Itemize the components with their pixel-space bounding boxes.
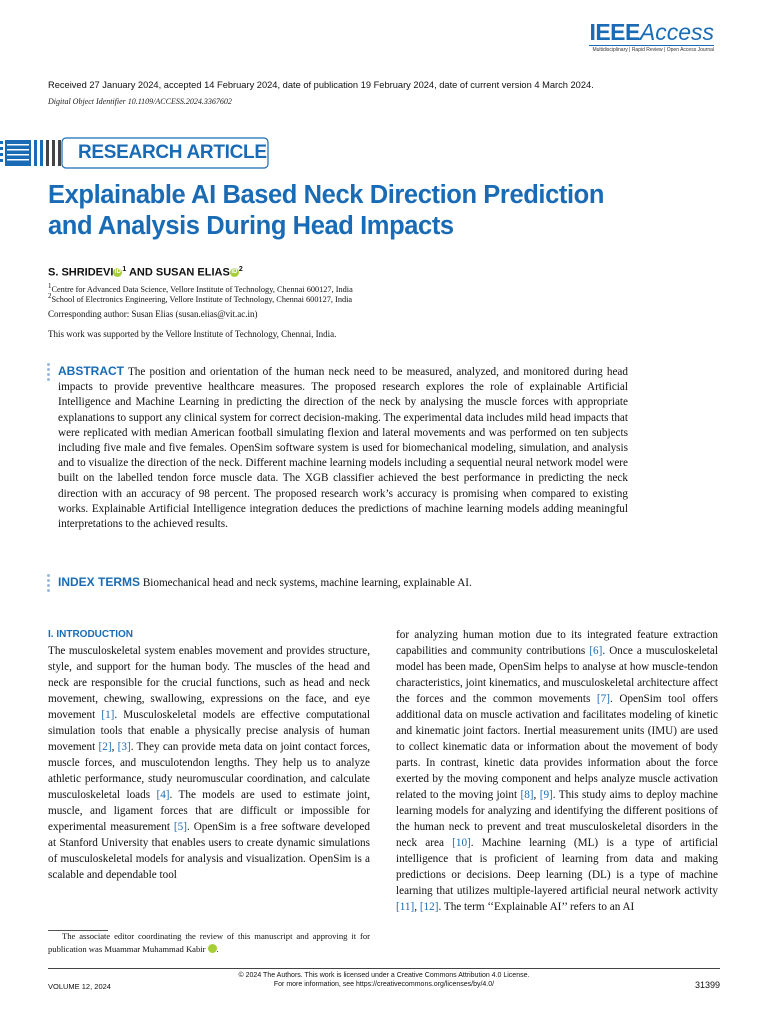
abstract — [58, 364, 628, 532]
citation-link[interactable]: [12] — [419, 901, 439, 913]
body-text: , — [414, 901, 420, 913]
right-column-text — [396, 627, 718, 915]
journal-tagline: Multidisciplinary | Rapid Review | Open Access Journal — [589, 45, 714, 53]
abstract-dots-icon — [47, 363, 51, 383]
body-text: , — [111, 741, 118, 753]
orcid-icon[interactable]: iD — [114, 268, 121, 275]
author-2: AND SUSAN ELIAS — [128, 266, 230, 279]
orcid-icon[interactable]: iD — [231, 268, 238, 275]
citation-link[interactable]: [7] — [596, 693, 610, 705]
author-1: S. SHRIDEVI — [48, 266, 114, 279]
footer-rule — [48, 968, 720, 969]
doi: Digital Object Identifier 10.1109/ACCESS.2024.3367602 — [48, 97, 232, 106]
citation-link[interactable]: [11] — [396, 901, 415, 913]
corresponding-author: Corresponding author: Susan Elias (susan.elias@vit.ac.in) — [48, 309, 258, 319]
citation-link[interactable]: [2] — [98, 741, 112, 753]
body-text: The musculoskeletal system enables movement and provides structure, style, and support for the human body. The muscles of the head and neck are responsible for the crucial functions, such as head and neck movement, chewing, swallowing, expressions on the face, and eye movement — [48, 645, 370, 721]
page-number: 31399 — [694, 980, 720, 990]
license-notice — [0, 971, 768, 989]
volume-info: VOLUME 12, 2024 — [48, 982, 111, 991]
footnote-text: The associate editor coordinating the review of this manuscript and approving it for publication was Muammar Muhammad Kabir — [48, 931, 370, 954]
license-line-2[interactable]: For more information, see https://creativecommons.org/licenses/by/4.0/ — [273, 981, 495, 988]
abstract-heading: ABSTRACT — [58, 364, 124, 378]
body-text: . OpenSim is a free software developed at Stanford University that enables users to create dynamic simulations of musculoskeletal models for analysis and visualization. OpenSim is a scalable and dependable tool — [48, 821, 370, 881]
affiliation-2 — [48, 293, 352, 304]
paper-title — [48, 180, 688, 242]
affiliation-number: 2 — [48, 293, 52, 300]
index-terms-dots-icon — [47, 574, 51, 594]
citation-link[interactable]: [5] — [173, 821, 187, 833]
affiliation-text: Centre for Advanced Data Science, Vellore Institute of Technology, Chennai 600127, India — [51, 284, 353, 294]
funding-statement: This work was supported by the Vellore Institute of Technology, Chennai, India. — [48, 329, 337, 339]
license-line-1: © 2024 The Authors. This work is licensed under a Creative Commons Attribution 4.0 License. — [238, 972, 530, 979]
journal-name-italic: Access — [639, 19, 714, 45]
body-text: . The term ‘‘Explainable AI’’ refers to an AI — [438, 901, 635, 913]
citation-link[interactable]: [10] — [452, 837, 471, 849]
received-dates: Received 27 January 2024, accepted 14 February 2024, date of publication 19 February 2024, date of current version 4 March 2024. — [48, 80, 594, 90]
footnote — [48, 930, 370, 955]
affiliation-number: 1 — [48, 283, 52, 290]
journal-name-bold: IEEE — [589, 19, 640, 45]
author-1-affil: 1 — [122, 266, 127, 273]
orcid-icon[interactable]: iD — [208, 944, 217, 953]
journal-logo — [589, 20, 714, 53]
body-text: . They can provide meta data on joint contact forces, muscle forces, and musculotendon lengths. They help us to analyze athletic performance, study neuromuscular coordination, and calculate musculoskeletal loads — [48, 741, 370, 801]
abstract-text: The position and orientation of the human neck need to be measured, analyzed, and monitored during head impacts to provide preventive healthcare measures. The proposed research explores the role of explainable Artificial Intelligence and Machine Learning in predicting the direction of the neck by analysing the muscle forces with appropriate explanations to support any clinical system for correct decision-making. The experimental data includes mild head impacts that were replicated with median American football simulating flexion and lateral movements and was performed on ten subjects including five male and five females. OpenSim software system is used for biomechanical modeling, simulation, and analysis and to visualize the direction of the neck. Different machine learning models including a sequential neural network model were built on the labelled tendon force muscle data. The XGB classifier achieved the best performance in predicting the neck direction with an accuracy of 98 percent. The proposed research work’s accuracy is promising when compared to existing works. Explainable Artificial Intelligence integration deduces the predictions of machine learning models adding meaningful interpretations to the achieved results. — [58, 366, 628, 531]
citation-link[interactable]: [4] — [156, 789, 170, 801]
article-type: RESEARCH ARTICLE — [78, 142, 267, 163]
index-terms-heading: INDEX TERMS — [58, 575, 141, 589]
affiliation-text: School of Electronics Engineering, Vellore Institute of Technology, Chennai 600127, India — [51, 294, 353, 304]
title-line-1: Explainable AI Based Neck Direction Prediction — [48, 181, 604, 209]
citation-link[interactable]: [9] — [539, 789, 553, 801]
body-text: . Once a musculoskeletal model has been made, OpenSim helps to analyse at how muscle-tendon characteristics, joint kinematics, and musculoskeletal architecture affect the forces and the common movements — [396, 645, 718, 705]
section-heading: I. INTRODUCTION — [48, 629, 133, 640]
index-terms-text: Biomechanical head and neck systems, machine learning, explainable AI. — [142, 577, 472, 589]
index-terms — [58, 575, 658, 591]
citation-link[interactable]: [8] — [520, 789, 534, 801]
left-column-text — [48, 643, 370, 883]
footnote-end: . — [216, 943, 219, 954]
body-text: , — [533, 789, 540, 801]
body-text: . This study aims to deploy machine learning models for analyzing and identifying the different positions of the human neck to prevent and treat musculoskeletal disorders in the neck area — [396, 789, 719, 849]
body-text: . The models are used to estimate joint, muscle, and ligament forces that are difficult or impossible for experimental measurement — [48, 789, 370, 833]
body-text: . Machine learning (ML) is a type of artificial intelligence that is proficient of learning from data and making predictions or decisions. Deep learning (DL) is a type of machine learning that utilizes multiple-layered artificial neural network activity — [396, 837, 718, 897]
title-line-2: and Analysis During Head Impacts — [48, 212, 454, 240]
body-text: . OpenSim tool offers additional data on muscle activation and facilitates modeling of kinetic and kinematic joint factors. Inertial measurement units (IMU) are used to collect kinematic data or information about the movement of body parts. In contrast, kinetic data provides information about the force exerted by the moving component and helps analyze muscle activation related to the moving joint — [396, 693, 719, 801]
author-2-affil: 2 — [238, 266, 243, 273]
body-text: . Musculoskeletal models are effective computational simulation tools that enable a physically precise analysis of human movement — [48, 709, 370, 753]
citation-link[interactable]: [6] — [589, 645, 603, 657]
author-list — [48, 266, 243, 279]
citation-link[interactable]: [1] — [101, 709, 115, 721]
body-text: for analyzing human motion due to its integrated feature extraction capabilities and community contributions — [396, 629, 718, 657]
citation-link[interactable]: [3] — [117, 741, 131, 753]
